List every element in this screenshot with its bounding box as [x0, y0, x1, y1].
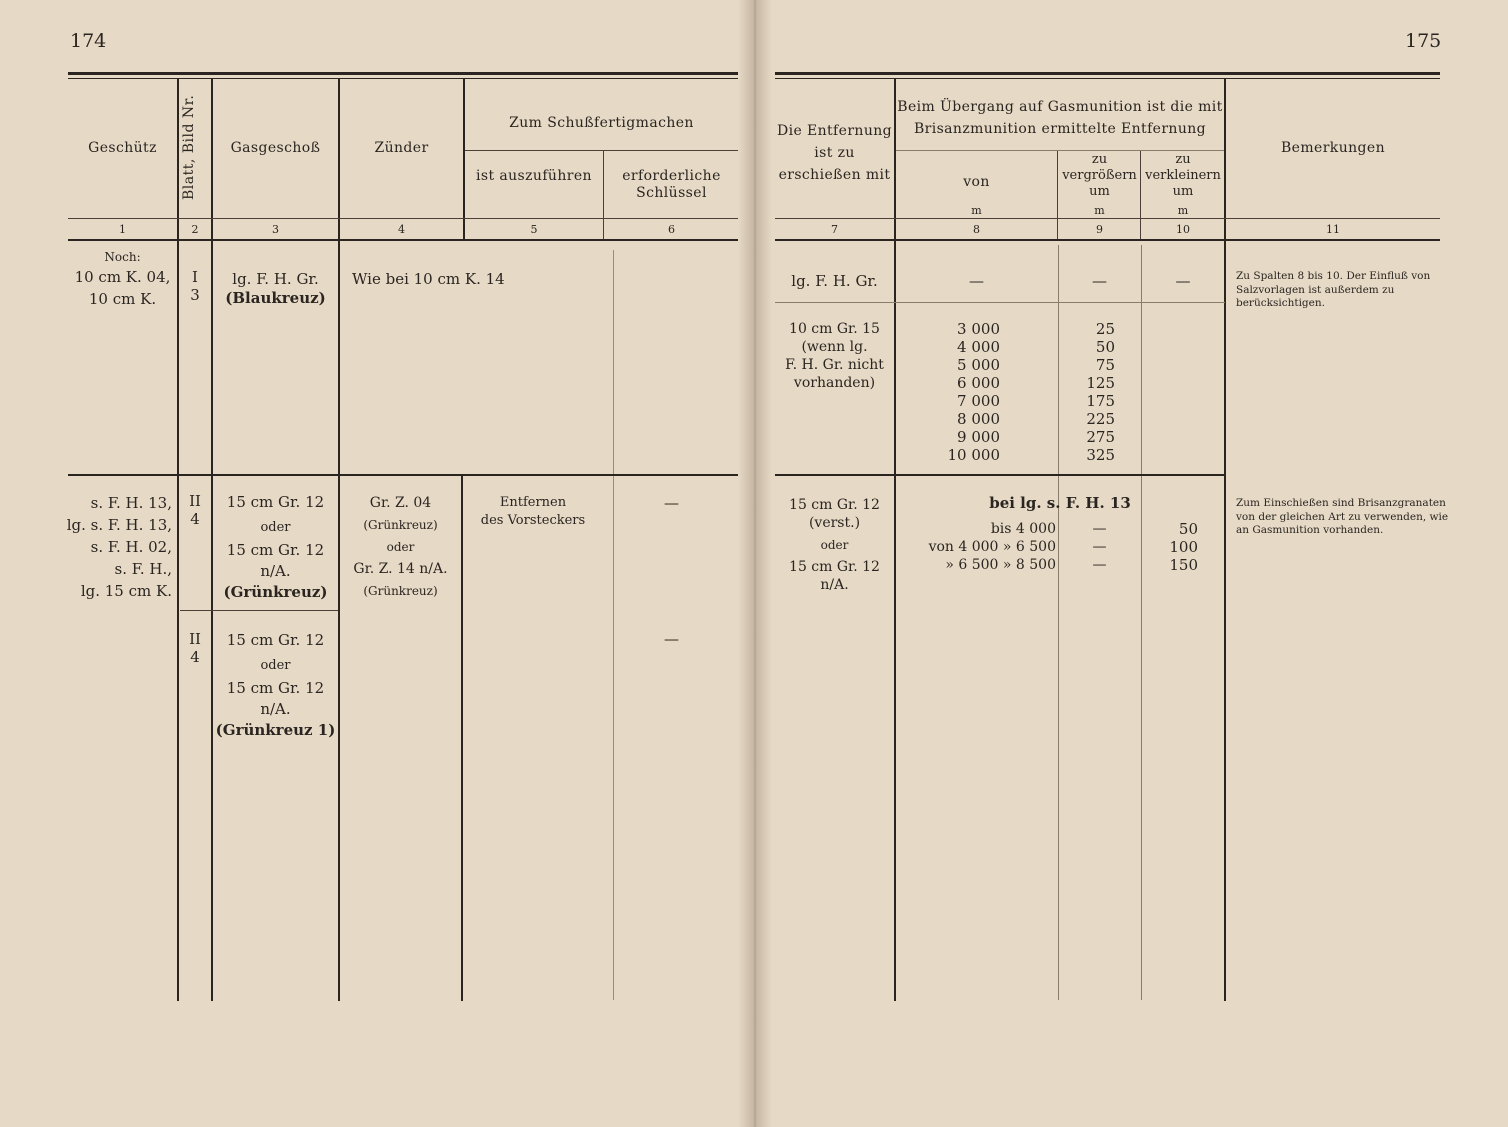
header-bemerkungen: Bemerkungen: [1280, 140, 1385, 156]
left-top-rule-thin: [68, 78, 738, 79]
r1-von-1: 4 000: [957, 338, 1000, 356]
row2-bild-a: 4: [190, 510, 200, 528]
row2-blatt-a: II: [189, 492, 201, 510]
row2-schluessel-a: —: [664, 494, 679, 512]
r1-vergr-a: —: [1092, 272, 1107, 290]
right-top-rule: [775, 72, 1440, 75]
right-top-rule-thin: [775, 78, 1440, 79]
row1-bild: 3: [190, 286, 200, 304]
r2-vergr-0: —: [1092, 521, 1107, 537]
header-schussfertig: Zum Schußfertigmachen: [509, 115, 694, 131]
row2-geschuetz-1: s. F. H. 13,: [90, 494, 172, 512]
col-num-4: 4: [398, 223, 405, 236]
right-subheader-line: [896, 150, 1224, 151]
left-vline-4-top: [463, 79, 465, 241]
right-vline-3: [1141, 245, 1142, 1000]
row2-blatt-b: II: [189, 630, 201, 648]
header-geschuetz: Geschütz: [88, 140, 157, 156]
row2-zuender: [340, 492, 461, 602]
r1-label-b-3: F. H. Gr. nicht: [785, 357, 884, 373]
row2-zuender-3: oder: [386, 540, 415, 554]
left-numbers-line: [68, 218, 738, 219]
left-subrow-line: [180, 610, 338, 611]
r1-von-0: 3 000: [957, 320, 1000, 338]
r1-von-list: [900, 320, 1000, 464]
row2-gas-b-3: 15 cm Gr. 12: [226, 679, 325, 697]
right-header-bottom: [775, 239, 1440, 241]
row1-gas-2: (Blaukreuz): [225, 289, 326, 307]
r2-verkl: [1142, 520, 1198, 574]
header-vergroessern: zu vergrößern um: [1062, 152, 1137, 199]
row2-gas-a-bold: (Grünkreuz): [223, 583, 328, 601]
row1-noch: Noch:: [104, 250, 141, 264]
r1-vergr-4: 175: [1086, 392, 1115, 410]
row2-gas-b: [213, 630, 338, 741]
row2-bild-b: 4: [190, 648, 200, 666]
r1-von-6: 9 000: [957, 428, 1000, 446]
book-gutter: [738, 0, 772, 1127]
col-num-3: 3: [272, 223, 279, 236]
row2-geschuetz: [60, 492, 172, 602]
row2-gas-b-bold: (Grünkreuz 1): [215, 721, 336, 739]
header-uebergang: Beim Übergang auf Gasmunition ist die mit Brisanzmunition ermittelte Entfernung: [897, 99, 1223, 137]
row2-geschuetz-4: s. F. H.,: [114, 560, 172, 578]
r2-label: [775, 494, 894, 596]
r2-label-1: 15 cm Gr. 12: [789, 497, 880, 513]
left-vline-5: [603, 150, 604, 240]
r1-verkl-a: —: [1175, 272, 1191, 290]
row1-blatt: I: [192, 268, 198, 286]
header-von: von: [963, 174, 990, 190]
r2-label-3: oder: [820, 538, 849, 552]
row1-zuender: Wie bei 10 cm K. 14: [352, 270, 505, 288]
right-vline-3-top: [1140, 150, 1141, 240]
right-page-number: 175: [1405, 30, 1442, 52]
r1-vergr-6: 275: [1086, 428, 1115, 446]
row2-ausfuehren: [463, 494, 603, 530]
r1-label-a: lg. F. H. Gr.: [791, 272, 878, 290]
row2-gas-a-1: 15 cm Gr. 12: [226, 493, 325, 511]
left-row-divider: [68, 474, 738, 476]
r2-bei: bei lg. s. F. H. 13: [989, 494, 1131, 512]
r1-vergr-1: 50: [1095, 338, 1115, 356]
header-ist-auszufuehren: ist auszuführen: [476, 168, 592, 184]
row2-ausfuehren-1: Entfernen: [499, 495, 567, 510]
row2-gas-a-4: n/A.: [260, 562, 291, 580]
r1-von-3: 6 000: [957, 374, 1000, 392]
r2-verkl-1: 100: [1169, 538, 1198, 556]
row1-geschuetz-1: 10 cm K. 04,: [74, 268, 171, 286]
r1-label-b-2: (wenn lg.: [801, 339, 868, 355]
row2-ausfuehren-2: des Vorsteckers: [480, 513, 586, 528]
col-num-1: 1: [119, 223, 126, 236]
r1-vergr-0: 25: [1095, 320, 1115, 338]
r1-vergr-2: 75: [1095, 356, 1115, 374]
unit-vergr: m: [1094, 204, 1105, 217]
right-row-divider: [775, 474, 1225, 476]
left-page-number: 174: [70, 30, 107, 52]
header-blatt-bild: Blatt, Bild Nr.: [181, 94, 197, 201]
r2-vergr: [1059, 520, 1140, 574]
header-entfernung: Die Entfernung ist zu erschießen mit: [776, 123, 893, 183]
r1-von-4: 7 000: [957, 392, 1000, 410]
r2-bemerkung: Zum Einschießen sind Brisanzgranaten von der gleichen Art zu verwenden, wie an Gasmunition vorhanden.: [1236, 497, 1449, 537]
r1-vergr-list: [1070, 320, 1115, 464]
r1-label-b: [775, 320, 894, 392]
r1-von-2: 5 000: [957, 356, 1000, 374]
row2-gas-a-3: 15 cm Gr. 12: [226, 541, 325, 559]
r2-ranges: [898, 520, 1056, 574]
r2-verkl-2: 150: [1169, 556, 1198, 574]
row1-geschuetz-2: 10 cm K.: [88, 290, 157, 308]
left-top-rule: [68, 72, 738, 75]
row2-gas-b-4: n/A.: [260, 700, 291, 718]
col-num-10: 10: [1176, 223, 1190, 236]
row2-zuender-1: Gr. Z. 04: [369, 495, 432, 511]
col-num-9: 9: [1096, 223, 1103, 236]
left-vline-5-faint: [613, 250, 614, 1000]
col-num-8: 8: [973, 223, 980, 236]
unit-von: m: [971, 204, 982, 217]
row2-gas-a-2: oder: [260, 520, 291, 535]
r2-range-1: von 4 000 » 6 500: [928, 539, 1056, 555]
row2-gas-b-1: 15 cm Gr. 12: [226, 631, 325, 649]
right-vline-2-top: [1057, 150, 1058, 240]
col-num-7: 7: [831, 223, 838, 236]
right-subrow-line: [775, 302, 1225, 303]
r2-label-5: n/A.: [820, 577, 849, 593]
col-num-11: 11: [1326, 223, 1340, 236]
r1-von-5: 8 000: [957, 410, 1000, 428]
r1-label-b-1: 10 cm Gr. 15: [789, 321, 880, 337]
r2-vergr-2: —: [1092, 557, 1107, 573]
row2-geschuetz-5: lg. 15 cm K.: [80, 582, 172, 600]
r1-von-7: 10 000: [947, 446, 1000, 464]
right-vline-2: [1058, 245, 1059, 1000]
col-num-2: 2: [191, 223, 199, 236]
left-vline-4-bottom: [461, 476, 463, 1001]
header-zuender: Zünder: [374, 140, 429, 156]
r1-von-a: —: [969, 272, 984, 290]
row2-geschuetz-2: lg. s. F. H. 13,: [66, 516, 172, 534]
unit-verkl: m: [1177, 204, 1189, 217]
r2-range-2: » 6 500 » 8 500: [945, 557, 1056, 573]
row1-gas-1: lg. F. H. Gr.: [232, 270, 319, 288]
r1-vergr-5: 225: [1086, 410, 1115, 428]
r1-label-b-4: vorhanden): [793, 375, 876, 391]
r1-vergr-7: 325: [1086, 446, 1115, 464]
r1-bemerkung: Zu Spalten 8 bis 10. Der Einfluß von Salzvorlagen ist außerdem zu berücksichtigen.: [1236, 270, 1431, 310]
left-header-bottom: [68, 239, 738, 241]
col-num-5: 5: [530, 223, 538, 236]
row2-schluessel-b: —: [664, 630, 679, 648]
row2-geschuetz-3: s. F. H. 02,: [90, 538, 172, 556]
row2-zuender-4: Gr. Z. 14 n/A.: [353, 561, 448, 577]
row2-gas-a: [213, 492, 338, 603]
r2-label-4: 15 cm Gr. 12: [789, 559, 880, 575]
r2-range-0: bis 4 000: [990, 521, 1056, 537]
header-schluessel: erforderliche Schlüssel: [622, 168, 721, 201]
row2-zuender-5: (Grünkreuz): [363, 584, 438, 598]
r1-vergr-3: 125: [1086, 374, 1115, 392]
r2-label-2: (verst.): [808, 515, 861, 531]
right-numbers-line: [775, 218, 1440, 219]
row2-gas-b-2: oder: [260, 658, 291, 673]
header-verkleinern: zu verkleinern um: [1145, 152, 1221, 199]
header-gasgeschoss: Gasgeschoß: [230, 140, 321, 156]
r2-vergr-1: —: [1092, 539, 1107, 555]
row2-zuender-2: (Grünkreuz): [363, 518, 438, 532]
left-subheader-line: [465, 150, 738, 151]
r2-verkl-0: 50: [1178, 520, 1198, 538]
col-num-6: 6: [668, 223, 675, 236]
